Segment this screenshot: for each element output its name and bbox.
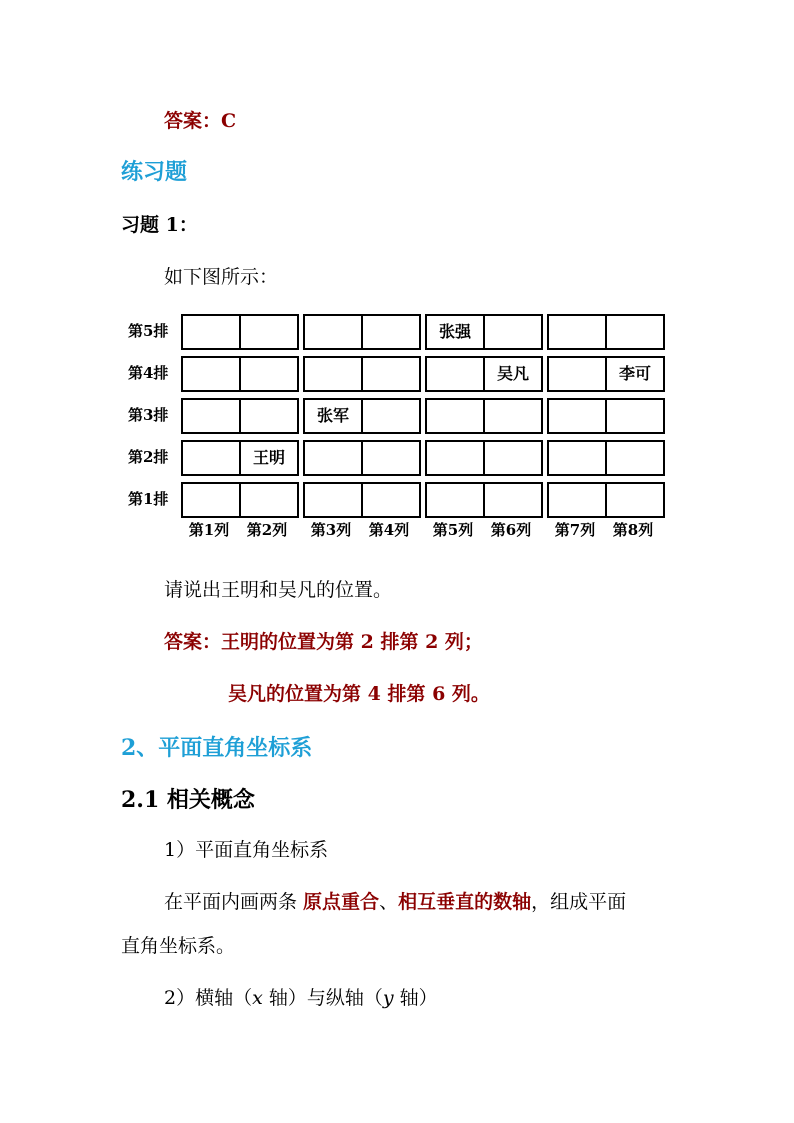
seat-block <box>425 482 543 518</box>
para-part3: ，组成平面 <box>531 891 627 913</box>
column-label: 第3列 <box>310 521 352 539</box>
para-part1: 在平面内画两条 <box>164 891 304 913</box>
seat-cell <box>183 358 239 390</box>
item2-suffix: 轴） <box>393 987 438 1009</box>
seat-cell <box>361 484 419 516</box>
row-label: 第3排 <box>128 406 169 424</box>
seat-cell <box>427 442 483 474</box>
seat-cell <box>427 358 483 390</box>
seat-cell <box>361 442 419 474</box>
seat-cell <box>305 316 361 348</box>
column-label: 第2列 <box>246 521 288 539</box>
seat-cell <box>605 442 663 474</box>
seat-cell <box>183 400 239 432</box>
seat-block <box>303 482 421 518</box>
seat-cell <box>183 316 239 348</box>
seat-block <box>425 314 543 350</box>
seat-cell <box>361 316 419 348</box>
seat-cell <box>549 484 605 516</box>
seat-block <box>181 314 299 350</box>
para-part2: 、 <box>379 891 399 913</box>
seat-row <box>128 314 668 348</box>
seat-cell <box>483 316 541 348</box>
exercise-label: 习题 1： <box>121 214 198 236</box>
seat-cell <box>305 442 361 474</box>
paragraph-line-1 <box>164 887 626 914</box>
seat-cell <box>183 442 239 474</box>
seat-cell <box>605 316 663 348</box>
seat-block <box>181 398 299 434</box>
seat-row <box>128 356 668 390</box>
seat-block <box>547 398 665 434</box>
answer-c: 答案：C <box>164 110 237 132</box>
x-variable: x <box>252 987 263 1009</box>
seat-cell <box>549 442 605 474</box>
item2-prefix: 2）横轴（ <box>164 987 253 1009</box>
seat-block <box>181 356 299 392</box>
seat-cell: 吴凡 <box>483 358 541 390</box>
seat-block <box>547 356 665 392</box>
seat-cell <box>549 400 605 432</box>
seat-block <box>303 440 421 476</box>
column-label: 第7列 <box>554 521 596 539</box>
seat-cell: 王明 <box>239 442 297 474</box>
column-label: 第5列 <box>432 521 474 539</box>
seat-cell <box>605 484 663 516</box>
seat-cell <box>483 484 541 516</box>
seat-cell <box>239 400 297 432</box>
seat-cell <box>483 442 541 474</box>
column-label: 第4列 <box>368 521 410 539</box>
seat-block <box>181 440 299 476</box>
column-label: 第8列 <box>612 521 654 539</box>
seat-cell <box>305 358 361 390</box>
row-label: 第1排 <box>128 490 169 508</box>
seat-block <box>303 398 421 434</box>
highlight-perpendicular-axes: 相互垂直的数轴 <box>398 891 532 913</box>
seat-row <box>128 482 668 516</box>
item2-middle: 轴）与纵轴（ <box>262 987 383 1009</box>
question-text: 请说出王明和吴凡的位置。 <box>164 579 393 601</box>
section2-heading: 2、平面直角坐标系 <box>121 735 313 761</box>
paragraph-line-2: 直角坐标系。 <box>121 935 236 957</box>
seat-block <box>303 356 421 392</box>
seat-cell <box>361 400 419 432</box>
seat-cell <box>183 484 239 516</box>
seat-block <box>425 440 543 476</box>
seat-cell <box>305 484 361 516</box>
seat-row <box>128 398 668 432</box>
subsection-heading: 2.1 相关概念 <box>121 787 255 813</box>
seat-cell: 张强 <box>438 322 471 341</box>
seat-cell: 李可 <box>605 358 663 390</box>
intro-text: 如下图所示： <box>164 266 279 288</box>
seat-cell <box>605 400 663 432</box>
column-label: 第1列 <box>188 521 230 539</box>
seat-block <box>303 314 421 350</box>
practice-heading: 练习题 <box>121 159 188 185</box>
seat-block <box>547 440 665 476</box>
answer-line-2: 吴凡的位置为第 4 排第 6 列。 <box>228 683 490 705</box>
seat-block <box>181 482 299 518</box>
seat-cell <box>239 358 297 390</box>
item2-text <box>164 983 438 1010</box>
item1-text: 1）平面直角坐标系 <box>164 839 329 861</box>
seat-cell <box>239 484 297 516</box>
seat-cell <box>427 484 483 516</box>
row-label: 第2排 <box>128 448 169 466</box>
seat-cell: 张军 <box>316 406 349 425</box>
y-variable: y <box>382 987 394 1009</box>
seat-block <box>547 314 665 350</box>
answer-line-1: 答案：王明的位置为第 2 排第 2 列； <box>164 631 483 653</box>
seat-cell <box>549 358 605 390</box>
column-label: 第6列 <box>490 521 532 539</box>
seat-cell <box>239 316 297 348</box>
seat-row <box>128 440 668 474</box>
row-label: 第4排 <box>128 364 169 382</box>
seat-cell <box>483 400 541 432</box>
highlight-origin-coincide: 原点重合 <box>303 891 380 913</box>
seat-cell <box>361 358 419 390</box>
seat-block <box>425 356 543 392</box>
seat-cell <box>549 316 605 348</box>
seat-block <box>425 398 543 434</box>
row-label: 第5排 <box>128 322 169 340</box>
seat-cell <box>427 400 483 432</box>
seat-block <box>547 482 665 518</box>
